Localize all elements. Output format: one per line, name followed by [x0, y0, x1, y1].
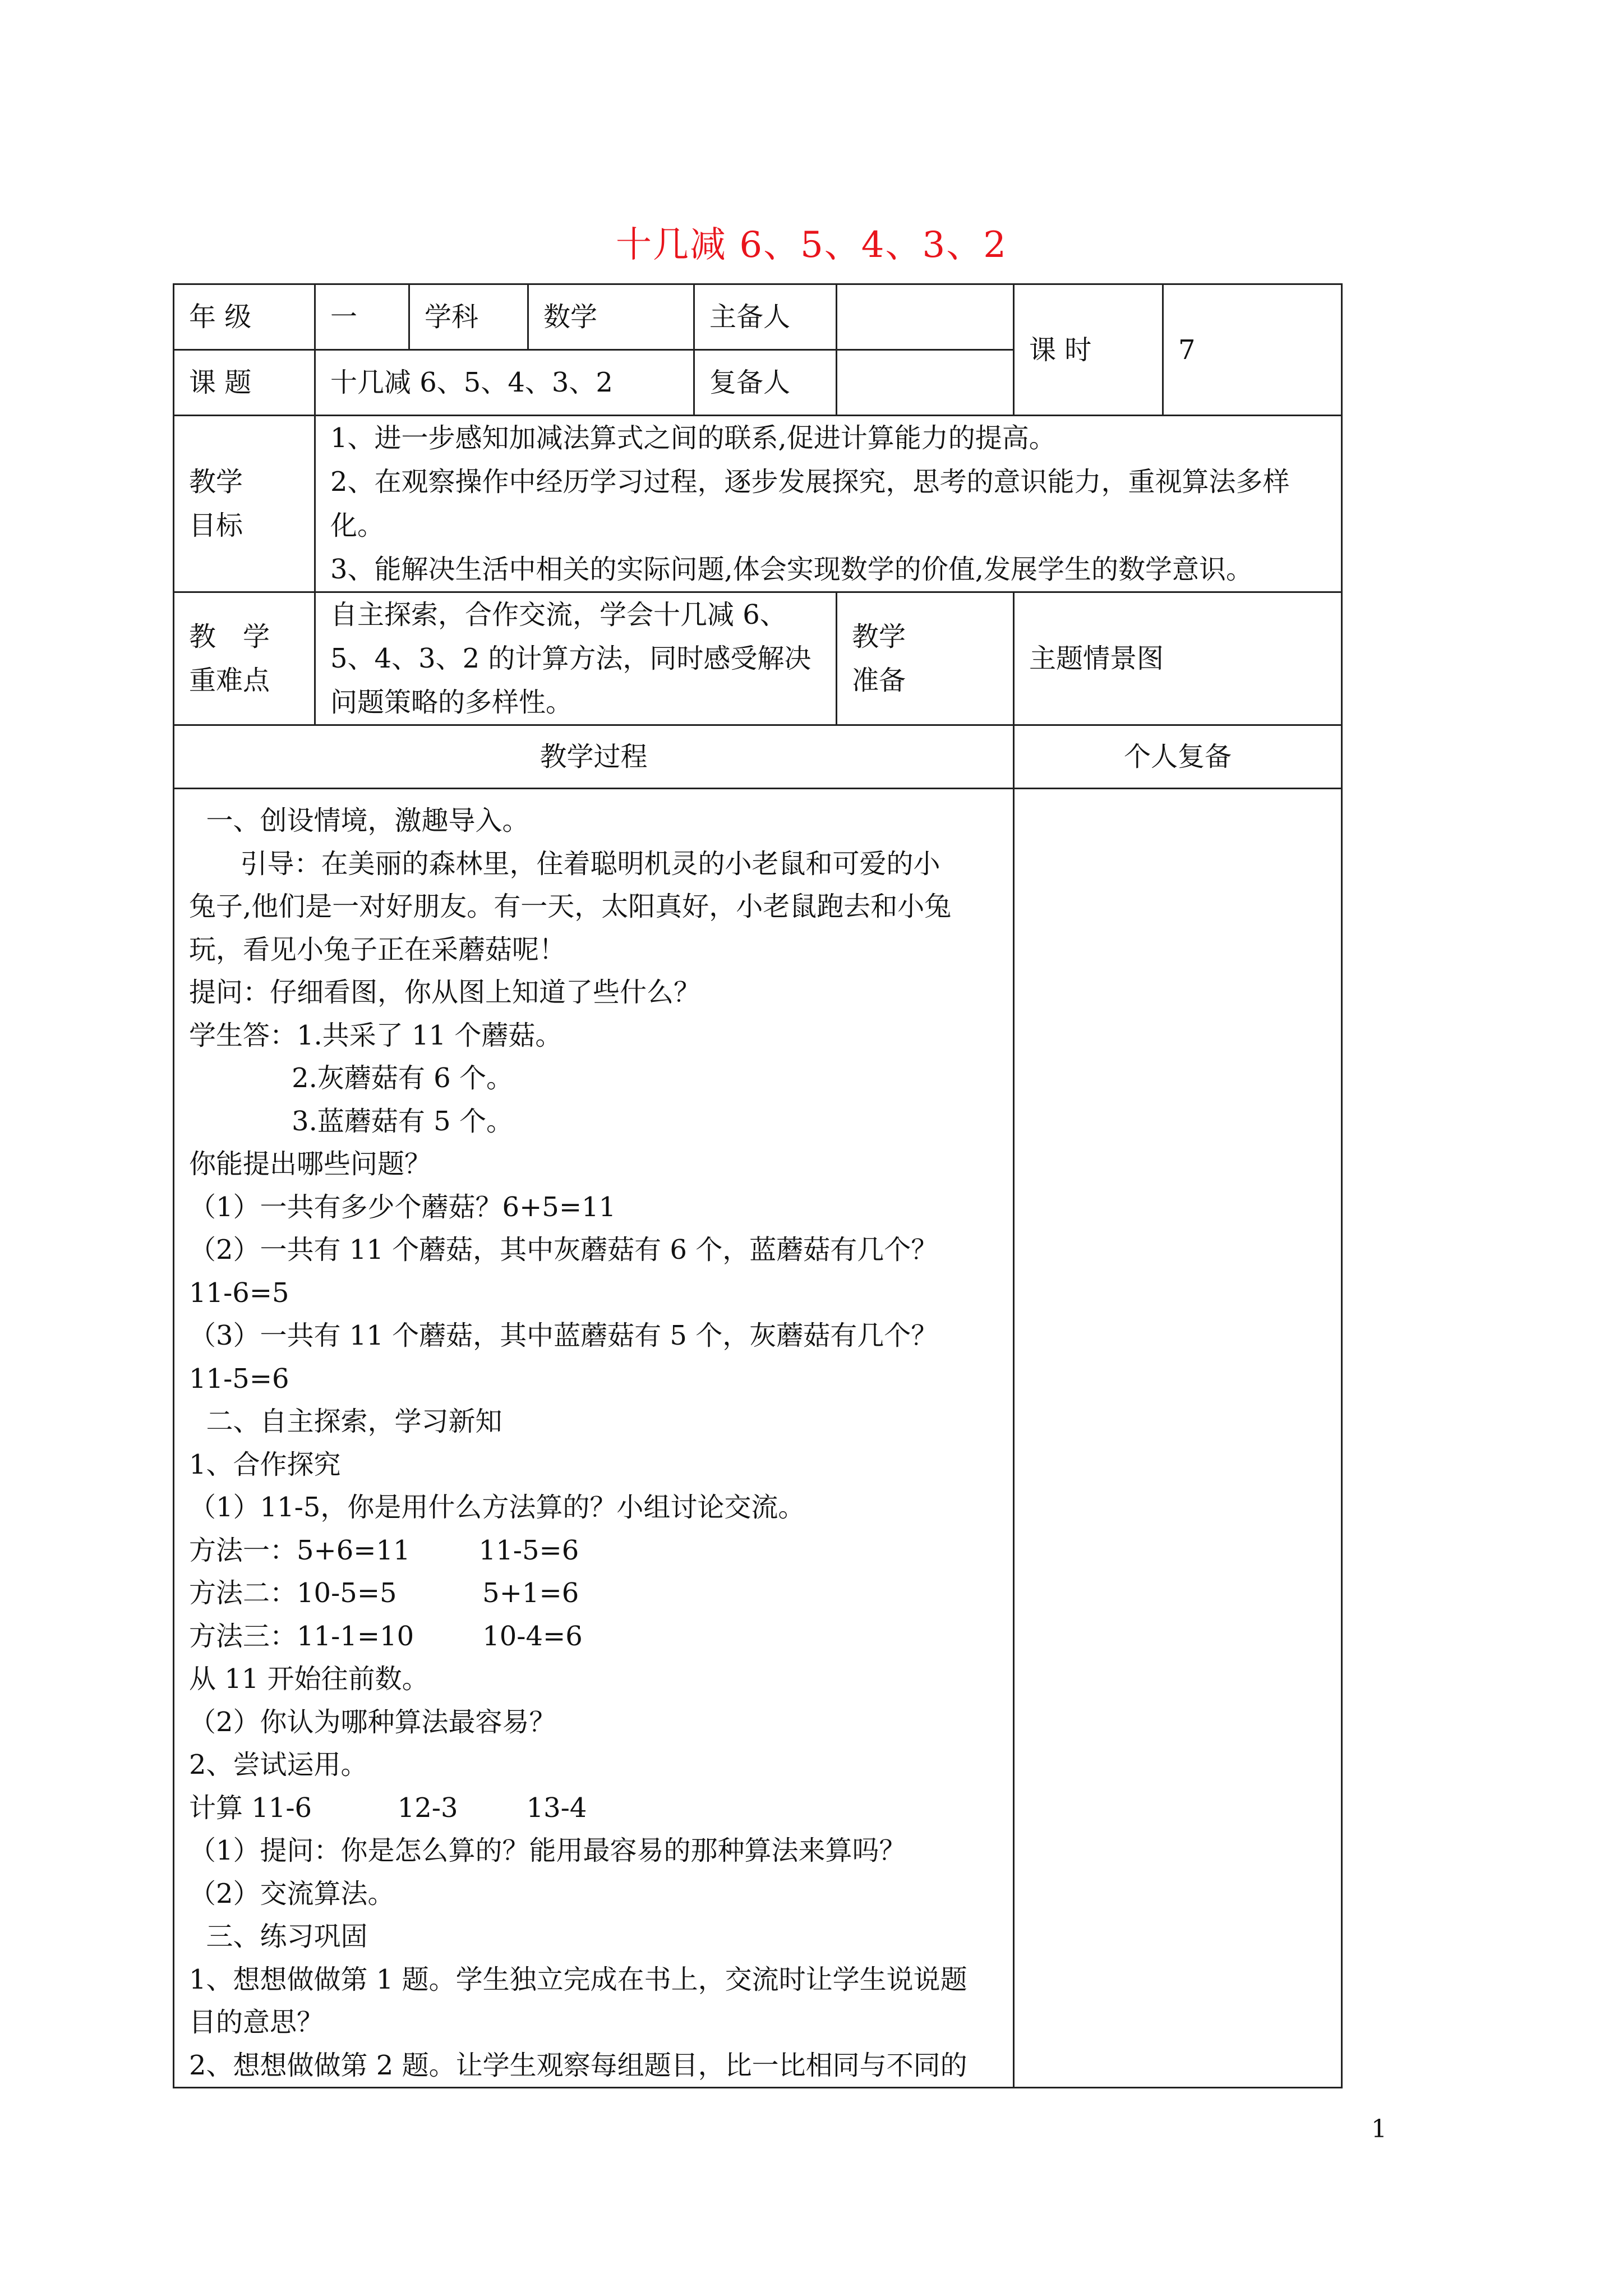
process-line: 提问：仔细看图，你从图上知道了些什么？: [189, 977, 701, 1008]
process-line: 11-6=5: [189, 1277, 289, 1309]
process-row: [174, 789, 1342, 2088]
subject-value: 数学: [528, 284, 694, 350]
objective-item: 1、进一步感知加减法算式之间的联系,促进计算能力的提高。: [330, 422, 1056, 454]
teaching-prep-label-line2: 准备: [852, 665, 906, 696]
process-line: 计算 11-6 12-3 13-4: [189, 1792, 587, 1824]
process-line: 2.灰蘑菇有 6 个。: [189, 1062, 513, 1094]
key-points-label: [174, 592, 315, 725]
header-row-1: [174, 284, 1342, 350]
co-preparer-value: [837, 350, 1014, 416]
process-line: （1）11-5，你是用什么方法算的？小组讨论交流。: [189, 1492, 805, 1523]
topic-label: 课 题: [174, 350, 315, 416]
topic-value: 十几减 6、5、4、3、2: [315, 350, 694, 416]
objectives-label: [174, 416, 315, 592]
objectives-label-line1: 教学: [189, 466, 243, 498]
process-line: 目的意思？: [189, 2007, 324, 2038]
process-line: 二、自主探索，学习新知: [189, 1406, 502, 1437]
key-points-label-line1: 教 学: [189, 621, 270, 652]
main-preparer-value: [837, 284, 1014, 350]
process-line: 学生答：1.共采了 11 个蘑菇。: [189, 1019, 562, 1051]
objectives-row: [174, 416, 1342, 592]
process-line: 兔子,他们是一对好朋友。有一天，太阳真好，小老鼠跑去和小兔: [189, 891, 952, 922]
process-line: （2）交流算法。: [189, 1878, 395, 1910]
process-line: 引导：在美丽的森林里，住着聪明机灵的小老鼠和可爱的小: [189, 848, 940, 880]
process-line: 三、练习巩固: [189, 1921, 368, 1952]
process-line: 从 11 开始往前数。: [189, 1663, 429, 1695]
grade-value: 一: [315, 284, 409, 350]
process-line: 2、尝试运用。: [189, 1749, 368, 1780]
process-line: 玩，看见小兔子正在采蘑菇呢！: [189, 933, 566, 965]
period-value: 7: [1163, 284, 1342, 416]
key-points-row: [174, 592, 1342, 725]
personal-notes: [1014, 789, 1342, 2088]
process-line: （3）一共有 11 个蘑菇，其中蓝蘑菇有 5 个，灰蘑菇有几个？: [189, 1320, 938, 1351]
process-line: 11-5=6: [189, 1363, 289, 1395]
process-line: 3.蓝蘑菇有 5 个。: [189, 1105, 513, 1137]
objectives-content: [315, 416, 1342, 592]
process-line: 1、合作探究: [189, 1448, 341, 1480]
teaching-prep-value: 主题情景图: [1014, 592, 1342, 725]
process-line: （1）一共有多少个蘑菇？6+5=11: [189, 1191, 616, 1223]
lesson-plan-table: [173, 283, 1343, 2088]
co-preparer-label: 复备人: [694, 350, 837, 416]
main-preparer-label: 主备人: [694, 284, 837, 350]
objective-item: 3、能解决生活中相关的实际问题,体会实现数学的价值,发展学生的数学意识。: [330, 554, 1253, 585]
process-line: 方法三：11-1=10 10-4=6: [189, 1620, 583, 1652]
process-line: 一、创设情境，激趣导入。: [189, 805, 529, 836]
process-content: [174, 789, 1014, 2088]
process-header-row: [174, 725, 1342, 789]
process-line: 方法一：5+6=11 11-5=6: [189, 1534, 579, 1566]
process-line: 方法二：10-5=5 5+1=6: [189, 1577, 579, 1609]
process-line: （2）一共有 11 个蘑菇，其中灰蘑菇有 6 个，蓝蘑菇有几个？: [189, 1234, 938, 1266]
personal-header: 个人复备: [1014, 725, 1342, 789]
process-line: 你能提出哪些问题？: [189, 1148, 432, 1180]
page-number: 1: [1371, 2115, 1387, 2143]
page-title: 十几减 6、5、4、3、2: [616, 224, 1007, 266]
teaching-prep-label-line1: 教学: [852, 621, 906, 652]
process-line: （1）提问：你是怎么算的？能用最容易的那种算法来算吗？: [189, 1835, 906, 1866]
subject-label: 学科: [409, 284, 528, 350]
objectives-label-line2: 目标: [189, 510, 243, 541]
teaching-prep-label: [837, 592, 1014, 725]
objective-item: 2、在观察操作中经历学习过程，逐步发展探究，思考的意识能力，重视算法多样化。: [330, 466, 1290, 541]
process-header: 教学过程: [174, 725, 1014, 789]
period-label: 课 时: [1014, 284, 1163, 416]
grade-label: 年 级: [174, 284, 315, 350]
key-points-content: 自主探索，合作交流，学会十几减 6、5、4、3、2 的计算方法，同时感受解决问题策略的多样性。: [315, 592, 837, 725]
process-line: 1、想想做做第 1 题。学生独立完成在书上，交流时让学生说说题: [189, 1963, 967, 1995]
process-line: （2）你认为哪种算法最容易？: [189, 1706, 556, 1738]
key-points-label-line2: 重难点: [189, 665, 270, 696]
process-line: 2、想想做做第 2 题。让学生观察每组题目，比一比相同与不同的: [189, 2049, 967, 2081]
